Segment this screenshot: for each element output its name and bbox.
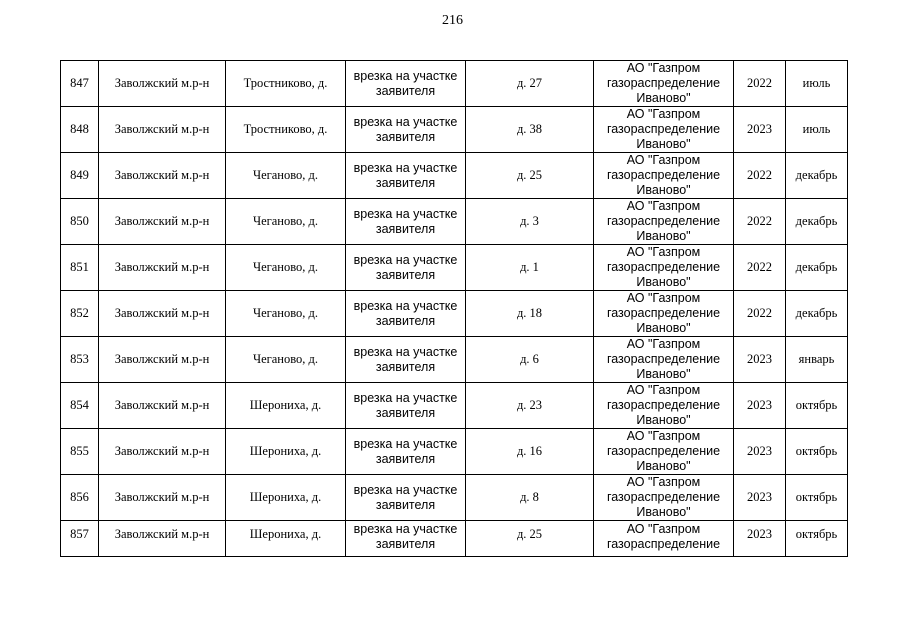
month-cell: октябрь <box>786 475 848 521</box>
month-cell: октябрь <box>786 521 848 557</box>
page-number: 216 <box>442 13 463 28</box>
organization-cell: АО "Газпром газораспределение Иваново" <box>594 475 734 521</box>
month-cell: июль <box>786 61 848 107</box>
year-cell: 2023 <box>734 107 786 153</box>
row-number-cell: 847 <box>61 61 99 107</box>
row-number-cell: 849 <box>61 153 99 199</box>
organization-cell: АО "Газпром газораспределение Иваново" <box>594 199 734 245</box>
district-cell: Заволжский м.р-н <box>99 521 226 557</box>
house-number-cell: д. 1 <box>466 245 594 291</box>
district-cell: Заволжский м.р-н <box>99 383 226 429</box>
month-cell: октябрь <box>786 383 848 429</box>
month-cell: декабрь <box>786 291 848 337</box>
table-row <box>61 61 848 107</box>
house-number-cell: д. 38 <box>466 107 594 153</box>
table-row <box>61 199 848 245</box>
settlement-cell: Чеганово, д. <box>226 153 346 199</box>
district-cell: Заволжский м.р-н <box>99 153 226 199</box>
organization-cell: АО "Газпром газораспределение Иваново" <box>594 107 734 153</box>
settlement-cell: Чеганово, д. <box>226 245 346 291</box>
row-number-cell: 851 <box>61 245 99 291</box>
district-cell: Заволжский м.р-н <box>99 245 226 291</box>
row-number-cell: 853 <box>61 337 99 383</box>
organization-cell: АО "Газпром газораспределение Иваново" <box>594 291 734 337</box>
house-number-cell: д. 23 <box>466 383 594 429</box>
district-cell: Заволжский м.р-н <box>99 291 226 337</box>
district-cell: Заволжский м.р-н <box>99 475 226 521</box>
year-cell: 2022 <box>734 61 786 107</box>
year-cell: 2022 <box>734 245 786 291</box>
connection-type-cell: врезка на участке заявителя <box>346 521 466 557</box>
table-row <box>61 429 848 475</box>
settlement-cell: Чеганово, д. <box>226 337 346 383</box>
year-cell: 2022 <box>734 199 786 245</box>
row-number-cell: 855 <box>61 429 99 475</box>
table-row <box>61 153 848 199</box>
connection-type-cell: врезка на участке заявителя <box>346 199 466 245</box>
row-number-cell: 852 <box>61 291 99 337</box>
settlement-cell: Тростниково, д. <box>226 61 346 107</box>
house-number-cell: д. 25 <box>466 153 594 199</box>
year-cell: 2022 <box>734 153 786 199</box>
organization-cell: АО "Газпром газораспределение Иваново" <box>594 153 734 199</box>
year-cell: 2023 <box>734 521 786 557</box>
house-number-cell: д. 8 <box>466 475 594 521</box>
settlement-cell: Чеганово, д. <box>226 291 346 337</box>
connection-type-cell: врезка на участке заявителя <box>346 245 466 291</box>
organization-cell: АО "Газпром газораспределение Иваново" <box>594 61 734 107</box>
month-cell: декабрь <box>786 153 848 199</box>
year-cell: 2023 <box>734 429 786 475</box>
table-row <box>61 291 848 337</box>
settlement-cell: Шерониха, д. <box>226 521 346 557</box>
house-number-cell: д. 27 <box>466 61 594 107</box>
settlement-cell: Тростниково, д. <box>226 107 346 153</box>
table-row <box>61 245 848 291</box>
house-number-cell: д. 18 <box>466 291 594 337</box>
connection-type-cell: врезка на участке заявителя <box>346 107 466 153</box>
year-cell: 2023 <box>734 337 786 383</box>
district-cell: Заволжский м.р-н <box>99 199 226 245</box>
organization-cell: АО "Газпром газораспределение Иваново" <box>594 245 734 291</box>
organization-cell: АО "Газпром газораспределение <box>594 521 734 557</box>
district-cell: Заволжский м.р-н <box>99 337 226 383</box>
month-cell: июль <box>786 107 848 153</box>
year-cell: 2023 <box>734 383 786 429</box>
house-number-cell: д. 16 <box>466 429 594 475</box>
row-number-cell: 850 <box>61 199 99 245</box>
table-row <box>61 107 848 153</box>
month-cell: декабрь <box>786 199 848 245</box>
district-cell: Заволжский м.р-н <box>99 107 226 153</box>
month-cell: январь <box>786 337 848 383</box>
settlement-cell: Шерониха, д. <box>226 475 346 521</box>
house-number-cell: д. 3 <box>466 199 594 245</box>
row-number-cell: 848 <box>61 107 99 153</box>
district-cell: Заволжский м.р-н <box>99 61 226 107</box>
year-cell: 2022 <box>734 291 786 337</box>
table-row <box>61 475 848 521</box>
house-number-cell: д. 6 <box>466 337 594 383</box>
connection-type-cell: врезка на участке заявителя <box>346 475 466 521</box>
settlement-cell: Шерониха, д. <box>226 383 346 429</box>
table-row <box>61 521 848 557</box>
connection-type-cell: врезка на участке заявителя <box>346 61 466 107</box>
organization-cell: АО "Газпром газораспределение Иваново" <box>594 337 734 383</box>
organization-cell: АО "Газпром газораспределение Иваново" <box>594 429 734 475</box>
table-row <box>61 337 848 383</box>
month-cell: декабрь <box>786 245 848 291</box>
row-number-cell: 857 <box>61 521 99 557</box>
house-number-cell: д. 25 <box>466 521 594 557</box>
row-number-cell: 854 <box>61 383 99 429</box>
table-row <box>61 383 848 429</box>
connection-type-cell: врезка на участке заявителя <box>346 429 466 475</box>
connection-type-cell: врезка на участке заявителя <box>346 383 466 429</box>
connection-type-cell: врезка на участке заявителя <box>346 337 466 383</box>
district-cell: Заволжский м.р-н <box>99 429 226 475</box>
settlement-cell: Чеганово, д. <box>226 199 346 245</box>
month-cell: октябрь <box>786 429 848 475</box>
organization-cell: АО "Газпром газораспределение Иваново" <box>594 383 734 429</box>
row-number-cell: 856 <box>61 475 99 521</box>
year-cell: 2023 <box>734 475 786 521</box>
connection-type-cell: врезка на участке заявителя <box>346 291 466 337</box>
connection-type-cell: врезка на участке заявителя <box>346 153 466 199</box>
settlement-cell: Шерониха, д. <box>226 429 346 475</box>
gas-connection-table <box>60 60 848 557</box>
